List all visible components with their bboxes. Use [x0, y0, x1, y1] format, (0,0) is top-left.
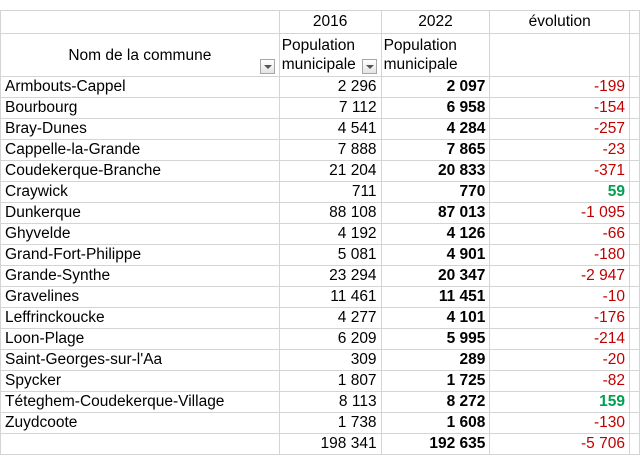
table-row [1, 413, 640, 434]
pop-2016-cell[interactable]: 1 807 [279, 371, 381, 392]
table-row [1, 392, 640, 413]
empty-cell[interactable] [629, 413, 639, 434]
table-row [1, 329, 640, 350]
commune-name-cell[interactable]: Bray-Dunes [1, 119, 280, 140]
table-row [1, 182, 640, 203]
pop-2022-cell[interactable]: 6 958 [381, 98, 490, 119]
evolution-cell[interactable]: -23 [490, 140, 630, 161]
empty-cell[interactable] [629, 350, 639, 371]
empty-cell[interactable] [629, 308, 639, 329]
commune-name-cell[interactable]: Loon-Plage [1, 329, 280, 350]
empty-cell[interactable] [629, 224, 639, 245]
header-empty-cell[interactable] [1, 11, 280, 34]
table-row [1, 203, 640, 224]
empty-cell[interactable] [629, 371, 639, 392]
commune-name-cell[interactable]: Grande-Synthe [1, 266, 280, 287]
table-row [1, 245, 640, 266]
evolution-cell[interactable]: 159 [490, 392, 630, 413]
header-pop-2022[interactable] [381, 34, 490, 77]
empty-cell[interactable] [629, 434, 639, 455]
commune-name-cell[interactable]: Coudekerque-Branche [1, 161, 280, 182]
commune-name-cell[interactable]: Armbouts-Cappel [1, 77, 280, 98]
empty-cell[interactable] [629, 98, 639, 119]
evolution-cell[interactable]: -2 947 [490, 266, 630, 287]
pop-2016-cell[interactable]: 711 [279, 182, 381, 203]
empty-cell[interactable] [629, 140, 639, 161]
pop-2022-cell[interactable]: 11 451 [381, 287, 490, 308]
commune-name-cell[interactable]: Ghyvelde [1, 224, 280, 245]
header-extra-empty[interactable] [629, 34, 639, 77]
pop-2016-cell[interactable]: 8 113 [279, 392, 381, 413]
evolution-cell[interactable]: -1 095 [490, 203, 630, 224]
table-row [1, 161, 640, 182]
empty-cell[interactable] [629, 245, 639, 266]
totals-row [1, 434, 640, 455]
pop-2016-cell[interactable]: 7 888 [279, 140, 381, 161]
commune-name-cell[interactable]: Leffrinckoucke [1, 308, 280, 329]
header-extra-cell[interactable] [629, 11, 639, 34]
evolution-cell[interactable]: -176 [490, 308, 630, 329]
commune-name-cell[interactable]: Téteghem-Coudekerque-Village [1, 392, 280, 413]
header-row-years [1, 11, 640, 34]
pop-2022-cell[interactable]: 4 901 [381, 245, 490, 266]
commune-name-cell[interactable]: Gravelines [1, 287, 280, 308]
empty-cell[interactable] [629, 161, 639, 182]
table-row [1, 287, 640, 308]
empty-cell[interactable] [629, 77, 639, 98]
pop-2022-cell[interactable]: 4 284 [381, 119, 490, 140]
evolution-cell[interactable]: -214 [490, 329, 630, 350]
commune-name-cell[interactable]: Saint-Georges-sur-l'Aa [1, 350, 280, 371]
evolution-cell[interactable]: -154 [490, 98, 630, 119]
header-year-2022[interactable]: 2022 [381, 11, 490, 34]
evolution-cell[interactable]: -257 [490, 119, 630, 140]
pop-2016-cell[interactable]: 11 461 [279, 287, 381, 308]
header-year-2016[interactable]: 2016 [279, 11, 381, 34]
pop-2022-cell[interactable]: 4 101 [381, 308, 490, 329]
pop-2022-cell[interactable]: 5 995 [381, 329, 490, 350]
empty-cell[interactable] [629, 329, 639, 350]
header-pop-2016-line2: municipale [281, 56, 356, 73]
evolution-cell[interactable]: 59 [490, 182, 630, 203]
total-pop-2016-cell[interactable]: 198 341 [279, 434, 381, 455]
commune-name-cell[interactable]: Zuydcoote [1, 413, 280, 434]
header-pop-2022-line1: Population [383, 37, 457, 54]
evolution-cell[interactable]: -371 [490, 161, 630, 182]
pop-2016-cell[interactable]: 4 192 [279, 224, 381, 245]
filter-dropdown-icon[interactable] [362, 59, 377, 74]
pop-2016-cell[interactable]: 6 209 [279, 329, 381, 350]
pop-2022-cell[interactable]: 289 [381, 350, 490, 371]
evolution-cell[interactable]: -199 [490, 77, 630, 98]
table-row [1, 98, 640, 119]
pop-2016-cell[interactable]: 1 738 [279, 413, 381, 434]
pop-2022-cell[interactable]: 8 272 [381, 392, 490, 413]
pop-2016-cell[interactable]: 309 [279, 350, 381, 371]
empty-cell[interactable] [629, 287, 639, 308]
pop-2022-cell[interactable]: 4 126 [381, 224, 490, 245]
evolution-cell[interactable]: -180 [490, 245, 630, 266]
pop-2022-cell[interactable]: 20 833 [381, 161, 490, 182]
header-pop-2016-line1: Population [281, 37, 355, 54]
header-commune-name-text: Nom de la commune [68, 46, 212, 64]
commune-name-cell[interactable]: Craywick [1, 182, 280, 203]
evolution-cell[interactable]: -66 [490, 224, 630, 245]
empty-cell[interactable] [629, 182, 639, 203]
header-evolution[interactable]: évolution [490, 11, 630, 34]
pop-2016-cell[interactable]: 4 277 [279, 308, 381, 329]
pop-2022-cell[interactable]: 7 865 [381, 140, 490, 161]
pop-2016-cell[interactable]: 21 204 [279, 161, 381, 182]
pop-2022-cell[interactable]: 1 725 [381, 371, 490, 392]
pop-2016-cell[interactable]: 7 112 [279, 98, 381, 119]
evolution-cell[interactable]: -82 [490, 371, 630, 392]
empty-cell[interactable] [629, 392, 639, 413]
table-row [1, 140, 640, 161]
empty-cell[interactable] [629, 119, 639, 140]
empty-cell[interactable] [629, 203, 639, 224]
pop-2022-cell[interactable]: 20 347 [381, 266, 490, 287]
pop-2022-cell[interactable]: 2 097 [381, 77, 490, 98]
table-row [1, 224, 640, 245]
commune-name-cell[interactable]: Dunkerque [1, 203, 280, 224]
pop-2016-cell[interactable]: 4 541 [279, 119, 381, 140]
pop-2022-cell[interactable]: 770 [381, 182, 490, 203]
filter-dropdown-icon[interactable] [260, 59, 275, 74]
evolution-cell[interactable]: -130 [490, 413, 630, 434]
empty-cell[interactable] [629, 266, 639, 287]
table-row [1, 119, 640, 140]
commune-name-cell[interactable]: Cappelle-la-Grande [1, 140, 280, 161]
population-table [0, 10, 640, 455]
table-row [1, 350, 640, 371]
pop-2022-cell[interactable]: 1 608 [381, 413, 490, 434]
header-pop-2022-line2: municipale [383, 56, 458, 73]
evolution-cell[interactable]: -20 [490, 350, 630, 371]
pop-2016-cell[interactable]: 23 294 [279, 266, 381, 287]
evolution-cell[interactable]: -10 [490, 287, 630, 308]
pop-2016-cell[interactable]: 88 108 [279, 203, 381, 224]
table-row [1, 371, 640, 392]
header-row-columns [1, 34, 640, 77]
commune-name-cell[interactable]: Grand-Fort-Philippe [1, 245, 280, 266]
pop-2016-cell[interactable]: 5 081 [279, 245, 381, 266]
totals-label-cell[interactable] [1, 434, 280, 455]
pop-2022-cell[interactable]: 87 013 [381, 203, 490, 224]
table-row [1, 308, 640, 329]
table-row [1, 77, 640, 98]
commune-name-cell[interactable]: Spycker [1, 371, 280, 392]
header-evolution-empty[interactable] [490, 34, 630, 77]
total-pop-2022-cell[interactable]: 192 635 [381, 434, 490, 455]
table-row [1, 266, 640, 287]
commune-name-cell[interactable]: Bourbourg [1, 98, 280, 119]
pop-2016-cell[interactable]: 2 296 [279, 77, 381, 98]
header-pop-2016[interactable] [279, 34, 381, 77]
total-evolution-cell[interactable]: -5 706 [490, 434, 630, 455]
header-commune-name[interactable] [1, 34, 280, 77]
